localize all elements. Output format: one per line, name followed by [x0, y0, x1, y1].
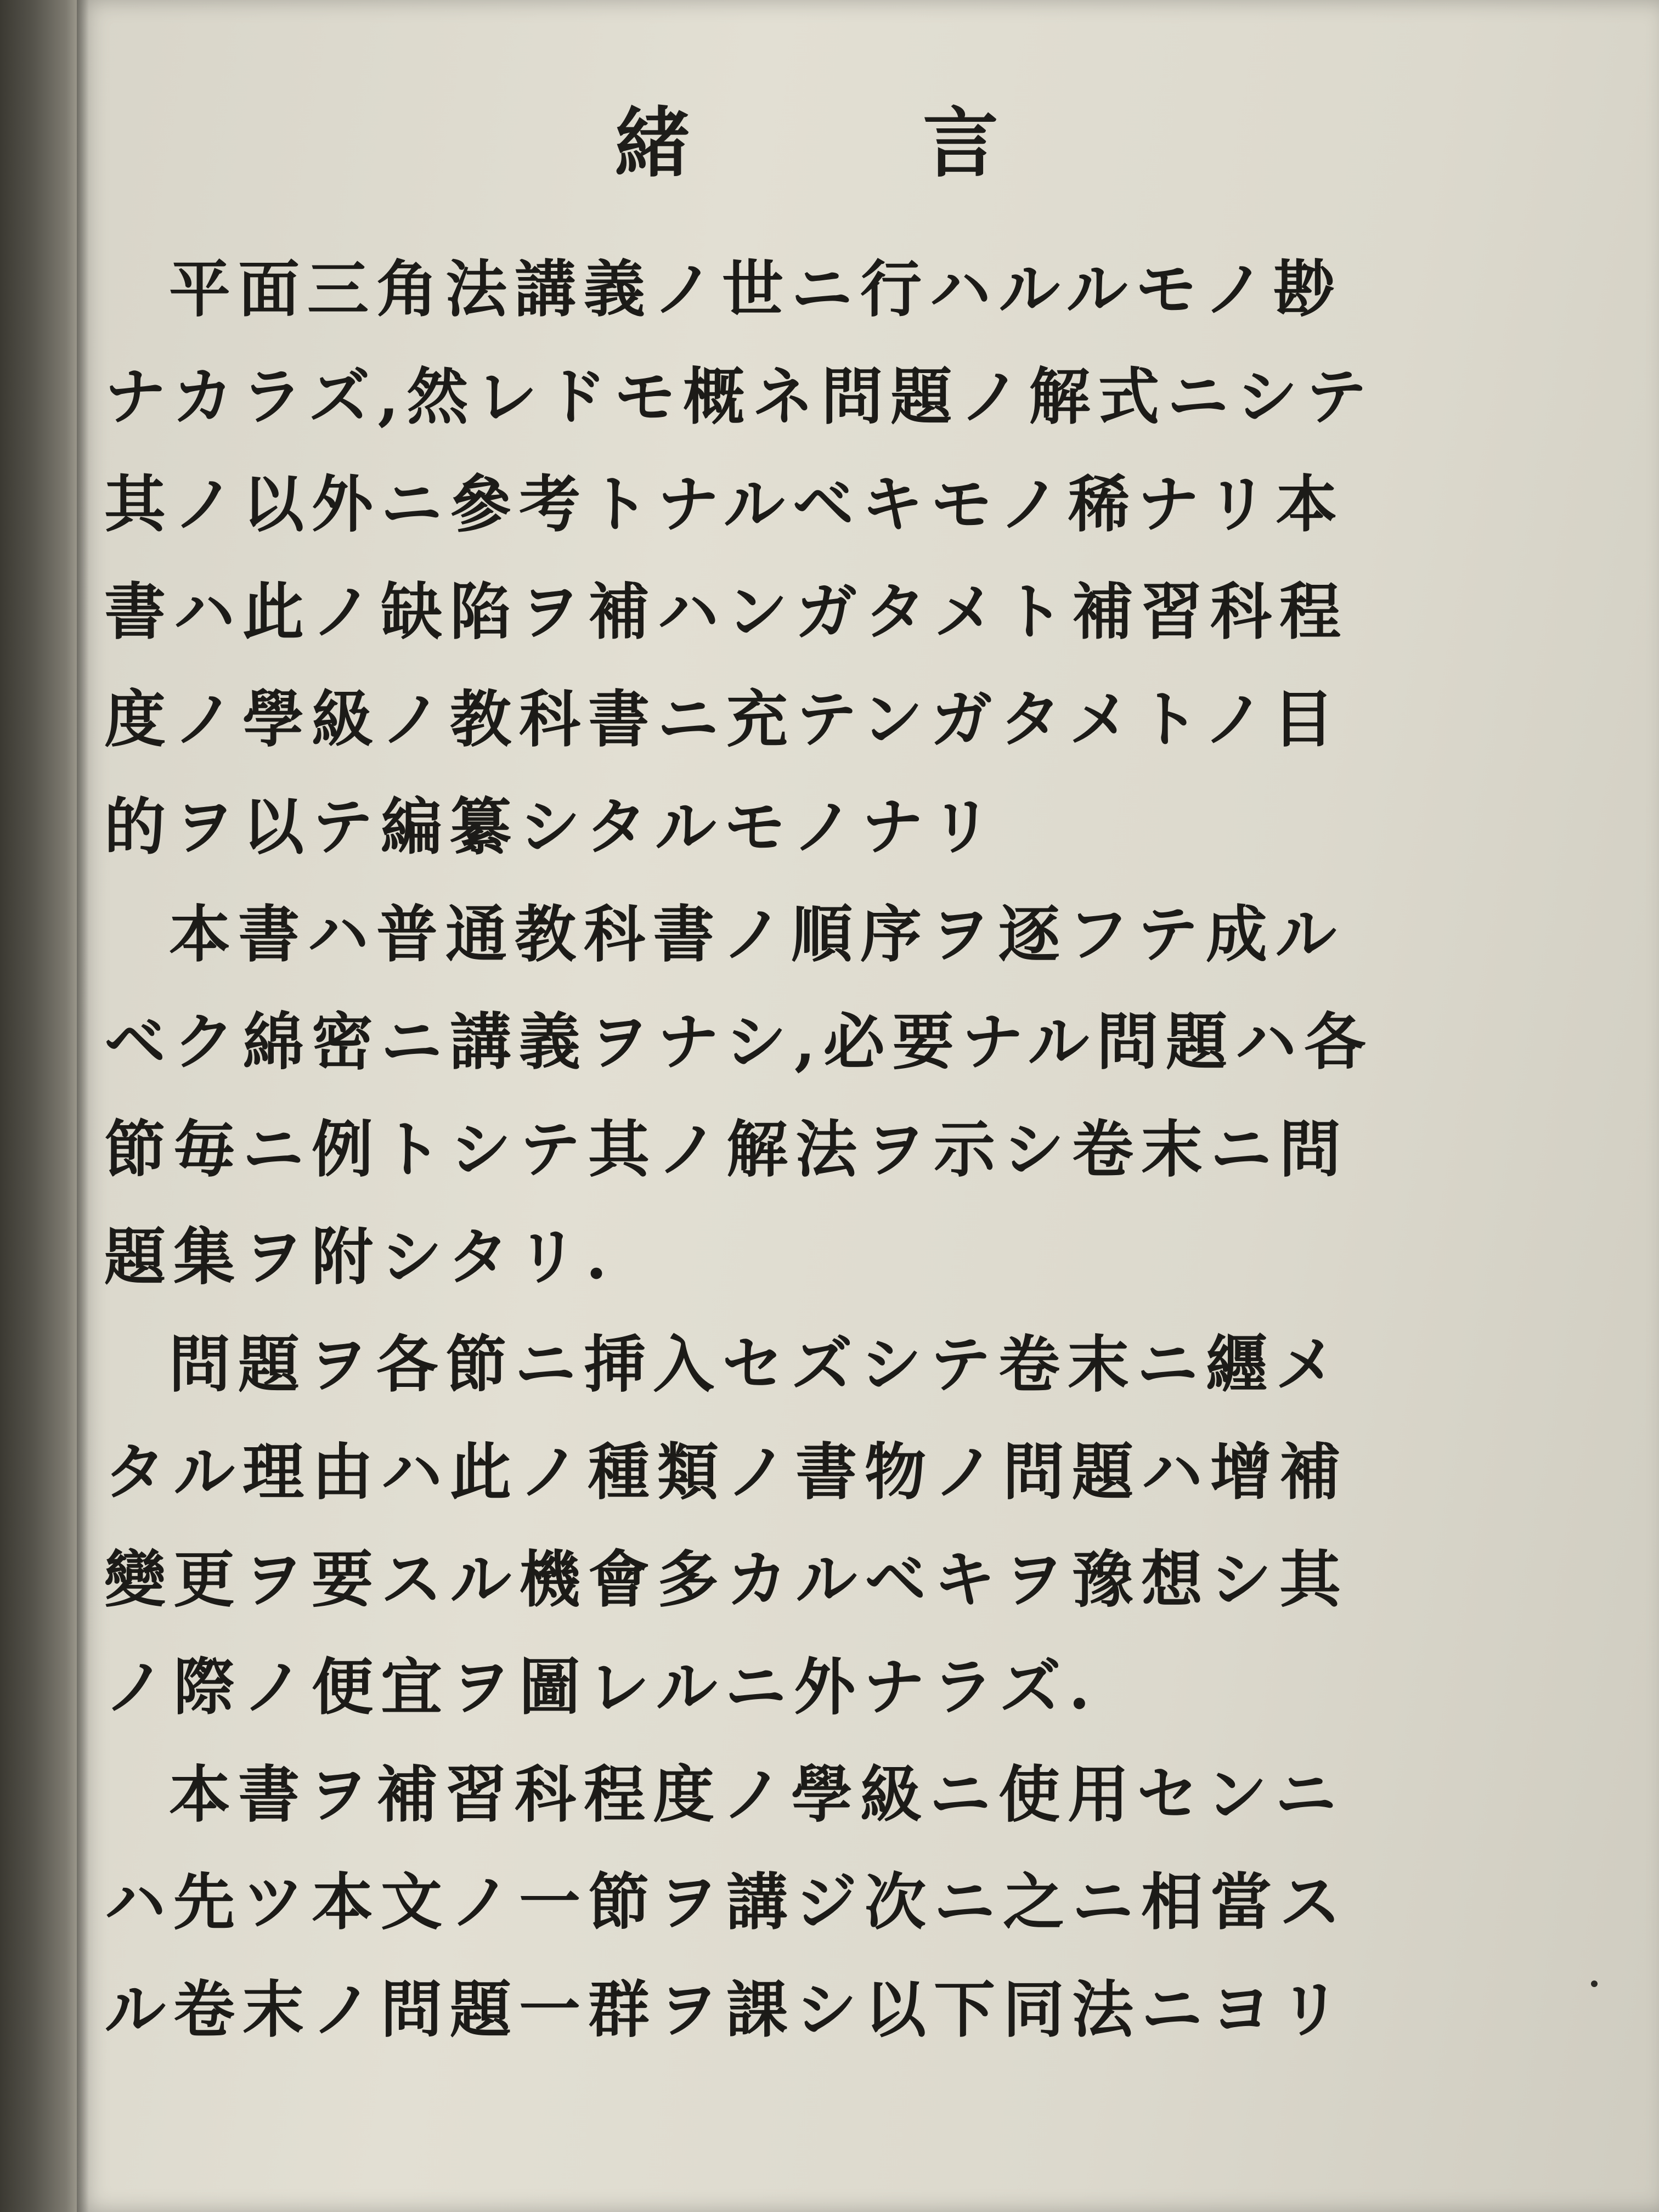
text-line: 節毎ニ例トシテ其ノ解法ヲ示シ卷末ニ問 [104, 1114, 1348, 1186]
text-line: 題集ヲ附シタリ. [104, 1221, 615, 1293]
text-line: ノ際ノ便宜ヲ圖レルニ外ナラズ. [104, 1651, 1098, 1723]
text-line: タル理由ハ此ノ種類ノ書物ノ問題ハ增補 [104, 1436, 1348, 1508]
book-gutter [0, 0, 82, 2212]
text-line: 的ヲ以テ編纂シタルモノナリ [104, 791, 1000, 863]
text-line: 度ノ學級ノ教科書ニ充テンガタメトノ目 [104, 684, 1342, 755]
heading-char-1: 緒 [614, 98, 691, 188]
ink-speck [1591, 1980, 1598, 1987]
page-edge-shadow [77, 0, 89, 2212]
preface-body [104, 236, 1465, 2064]
text-line: ナカラズ,然レドモ概ネ問題ノ解式ニシテ [104, 361, 1375, 433]
text-line: ベク綿密ニ講義ヲナシ,必要ナル問題ハ各 [104, 1006, 1374, 1078]
text-line: ハ先ツ本文ノ一節ヲ講ジ次ニ之ニ相當ス [104, 1866, 1348, 1938]
text-line: 其ノ以外ニ參考トナルベキモノ稀ナリ本 [104, 469, 1345, 540]
text-line: ル卷末ノ問題一群ヲ課シ以下同法ニヨリ [104, 1974, 1348, 2046]
heading-char-2: 言 [922, 98, 998, 188]
text-line: 平面三角法講義ノ世ニ行ハルルモノ尠 [169, 253, 1342, 325]
text-line: 變更ヲ要スル機會多カルベキヲ豫想シ其 [104, 1544, 1348, 1616]
text-line: 本書ヲ補習科程度ノ學級ニ使用センニ [169, 1759, 1344, 1831]
text-line: 本書ハ普通教科書ノ順序ヲ逐フテ成ル [169, 899, 1344, 970]
text-line: 問題ヲ各節ニ挿入セズシテ卷末ニ纒メ [169, 1329, 1344, 1401]
page-heading [614, 93, 998, 188]
text-line: 書ハ此ノ缺陷ヲ補ハンガタメト補習科程 [104, 576, 1348, 648]
